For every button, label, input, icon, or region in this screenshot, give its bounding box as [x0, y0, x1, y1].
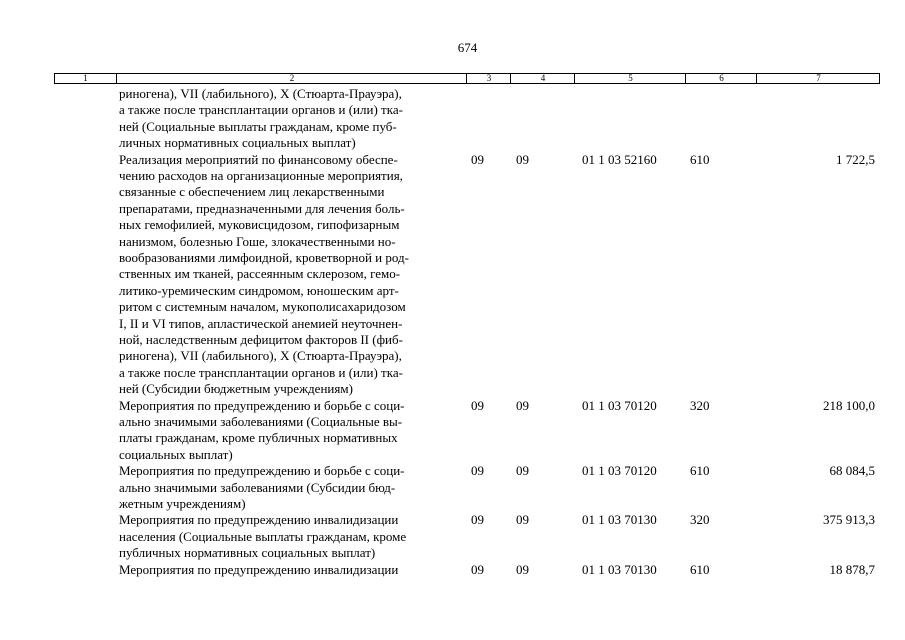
- description-line: риногена), VII (лабильного), X (Стюарта-Прауэра),: [119, 348, 402, 364]
- subsection-code: 09: [516, 463, 529, 479]
- description-line: жетным учреждениям): [119, 495, 246, 511]
- description-line: Мероприятия по предупреждению инвалидизации: [119, 561, 399, 577]
- description-line: вообразованиями лимфоидной, кроветворной и род-: [119, 249, 409, 265]
- row-description: [119, 86, 464, 152]
- target-article-code: 01 1 03 70120: [582, 397, 657, 413]
- section-code: 09: [471, 463, 484, 479]
- row-description: [119, 398, 464, 464]
- column-header-3: 3: [466, 74, 511, 83]
- description-line: нанизмом, болезнью Гоше, злокачественными но-: [119, 233, 396, 249]
- expense-type-code: 610: [690, 151, 710, 167]
- description-line: литико-уремическим синдромом, юношеским арт-: [119, 282, 399, 298]
- description-line: Мероприятия по предупреждению инвалидизации: [119, 512, 399, 528]
- column-header-row: [54, 73, 880, 84]
- table-row: [0, 152, 905, 398]
- description-line: ритом с системным началом, мукополисахаридозом: [119, 299, 406, 315]
- description-line: ней (Социальные выплаты гражданам, кроме пуб-: [119, 118, 397, 134]
- amount-value: 375 913,3: [823, 512, 875, 528]
- subsection-code: 09: [516, 512, 529, 528]
- target-article-code: 01 1 03 70120: [582, 463, 657, 479]
- target-article-code: 01 1 03 52160: [582, 151, 657, 167]
- description-line: платы гражданам, кроме публичных нормативных: [119, 430, 398, 446]
- amount-value: 18 878,7: [829, 561, 875, 577]
- column-header-5: 5: [574, 74, 686, 83]
- table-row: [0, 86, 905, 152]
- amount-value: 68 084,5: [829, 463, 875, 479]
- description-line: личных нормативных социальных выплат): [119, 135, 356, 151]
- section-code: 09: [471, 512, 484, 528]
- description-line: а также после трансплантации органов и (или) тка-: [119, 364, 403, 380]
- description-line: социальных выплат): [119, 446, 233, 462]
- row-description: [119, 562, 464, 578]
- description-line: а также после трансплантации органов и (или) тка-: [119, 102, 403, 118]
- table-row: [0, 398, 905, 464]
- expense-type-code: 610: [690, 561, 710, 577]
- description-line: ней (Субсидии бюджетным учреждениям): [119, 381, 353, 397]
- target-article-code: 01 1 03 70130: [582, 512, 657, 528]
- description-line: ально значимыми заболеваниями (Социальные вы-: [119, 413, 403, 429]
- row-description: [119, 152, 464, 398]
- amount-value: 1 722,5: [836, 151, 875, 167]
- description-line: ственных им тканей, рассеянным склерозом, гемо-: [119, 266, 401, 282]
- row-description: [119, 512, 464, 561]
- section-code: 09: [471, 561, 484, 577]
- row-description: [119, 463, 464, 512]
- table-row: [0, 562, 905, 578]
- expense-type-code: 320: [690, 397, 710, 413]
- amount-value: 218 100,0: [823, 397, 875, 413]
- expense-type-code: 320: [690, 512, 710, 528]
- description-line: ных гемофилией, муковисцидозом, гипофизарным: [119, 217, 400, 233]
- target-article-code: 01 1 03 70130: [582, 561, 657, 577]
- description-line: Реализация мероприятий по финансовому обеспе-: [119, 151, 398, 167]
- column-header-6: 6: [685, 74, 757, 83]
- description-line: Мероприятия по предупреждению и борьбе с соци-: [119, 397, 405, 413]
- description-line: I, II и VI типов, апластической анемией неуточнен-: [119, 315, 403, 331]
- description-line: населения (Социальные выплаты гражданам, кроме: [119, 528, 407, 544]
- column-header-1: 1: [83, 73, 88, 83]
- description-line: ной, наследственным дефицитом факторов II (фиб-: [119, 331, 403, 347]
- description-line: риногена), VII (лабильного), X (Стюарта-Прауэра),: [119, 86, 402, 101]
- page-number: 674: [457, 40, 478, 55]
- subsection-code: 09: [516, 397, 529, 413]
- column-header-7: 7: [756, 74, 880, 83]
- expense-type-code: 610: [690, 463, 710, 479]
- column-header-4: 4: [510, 74, 575, 83]
- section-code: 09: [471, 151, 484, 167]
- description-line: препаратами, предназначенными для лечения боль-: [119, 200, 405, 216]
- table-row: [0, 463, 905, 512]
- description-line: публичных нормативных социальных выплат): [119, 545, 376, 561]
- table-row: [0, 512, 905, 561]
- column-header-2: 2: [116, 74, 467, 83]
- description-line: Мероприятия по предупреждению и борьбе с соци-: [119, 463, 405, 479]
- description-line: чению расходов на организационные мероприятия,: [119, 167, 403, 183]
- section-code: 09: [471, 397, 484, 413]
- subsection-code: 09: [516, 561, 529, 577]
- subsection-code: 09: [516, 151, 529, 167]
- description-line: ально значимыми заболеваниями (Субсидии бюд-: [119, 479, 396, 495]
- description-line: связанные с обеспечением лиц лекарственными: [119, 184, 385, 200]
